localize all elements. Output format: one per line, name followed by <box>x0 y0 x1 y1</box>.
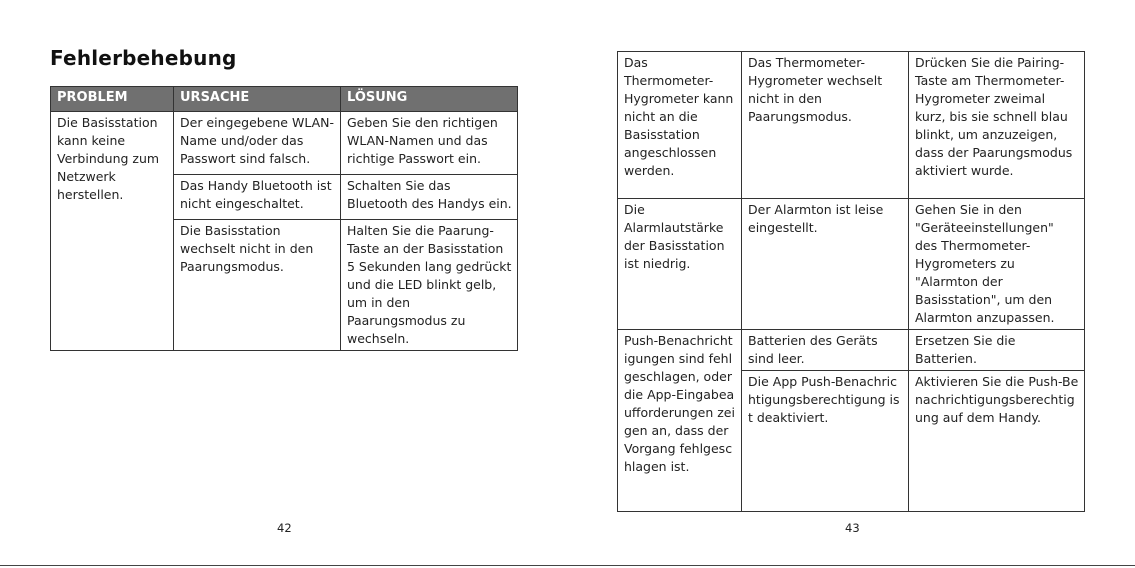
problem-cell: Push-Benachrichtigungen sind fehlgeschlagen, oder die App-Eingabeaufforderungen zeigen an, dass der Vorgang fehlgeschlagen ist. <box>618 330 742 512</box>
cause-cell: Batterien des Geräts sind leer. <box>742 330 909 371</box>
problem-cell: Die Alarmlautstärke der Basisstation ist niedrig. <box>618 199 742 330</box>
bottom-divider <box>0 565 1135 566</box>
table-row <box>618 199 1085 330</box>
table-row <box>618 330 1085 371</box>
problem-cell: Das Thermometer-Hygrometer kann nicht an die Basisstation angeschlossen werden. <box>618 52 742 199</box>
solution-cell: Gehen Sie in den "Geräteeinstellungen" des Thermometer-Hygrometers zu "Alarmton der Basisstation", um den Alarmton anzupassen. <box>909 199 1085 330</box>
page-heading: Fehlerbehebung <box>50 46 237 70</box>
troubleshooting-table-right <box>617 51 1085 512</box>
solution-cell: Aktivieren Sie die Push-Benachrichtigungsberechtigung auf dem Handy. <box>909 371 1085 512</box>
solution-cell: Drücken Sie die Pairing-Taste am Thermometer-Hygrometer zweimal kurz, bis sie schnell blau blinkt, um anzuzeigen, dass der Paarungsmodus aktiviert wurde. <box>909 52 1085 199</box>
header-cause: URSACHE <box>174 87 341 112</box>
cause-cell: Der eingegebene WLAN-Name und/oder das Passwort sind falsch. <box>174 112 341 175</box>
cause-cell: Die Basisstation wechselt nicht in den Paarungsmodus. <box>174 220 341 351</box>
solution-cell: Ersetzen Sie die Batterien. <box>909 330 1085 371</box>
solution-cell: Geben Sie den richtigen WLAN-Namen und das richtige Passwort ein. <box>341 112 518 175</box>
problem-cell: Die Basisstation kann keine Verbindung zum Netzwerk herstellen. <box>51 112 174 351</box>
page-number: 43 <box>845 521 860 535</box>
cause-cell: Das Thermometer-Hygrometer wechselt nicht in den Paarungsmodus. <box>742 52 909 199</box>
table-row <box>618 52 1085 199</box>
solution-cell: Schalten Sie das Bluetooth des Handys ein. <box>341 175 518 220</box>
page-number: 42 <box>277 521 292 535</box>
cause-cell: Der Alarmton ist leise eingestellt. <box>742 199 909 330</box>
header-problem: PROBLEM <box>51 87 174 112</box>
solution-cell: Halten Sie die Paarung-Taste an der Basisstation 5 Sekunden lang gedrückt und die LED blinkt gelb, um in den Paarungsmodus zu wechseln. <box>341 220 518 351</box>
cause-cell: Das Handy Bluetooth ist nicht eingeschaltet. <box>174 175 341 220</box>
header-solution: LÖSUNG <box>341 87 518 112</box>
cause-cell: Die App Push-Benachrichtigungsberechtigung ist deaktiviert. <box>742 371 909 512</box>
